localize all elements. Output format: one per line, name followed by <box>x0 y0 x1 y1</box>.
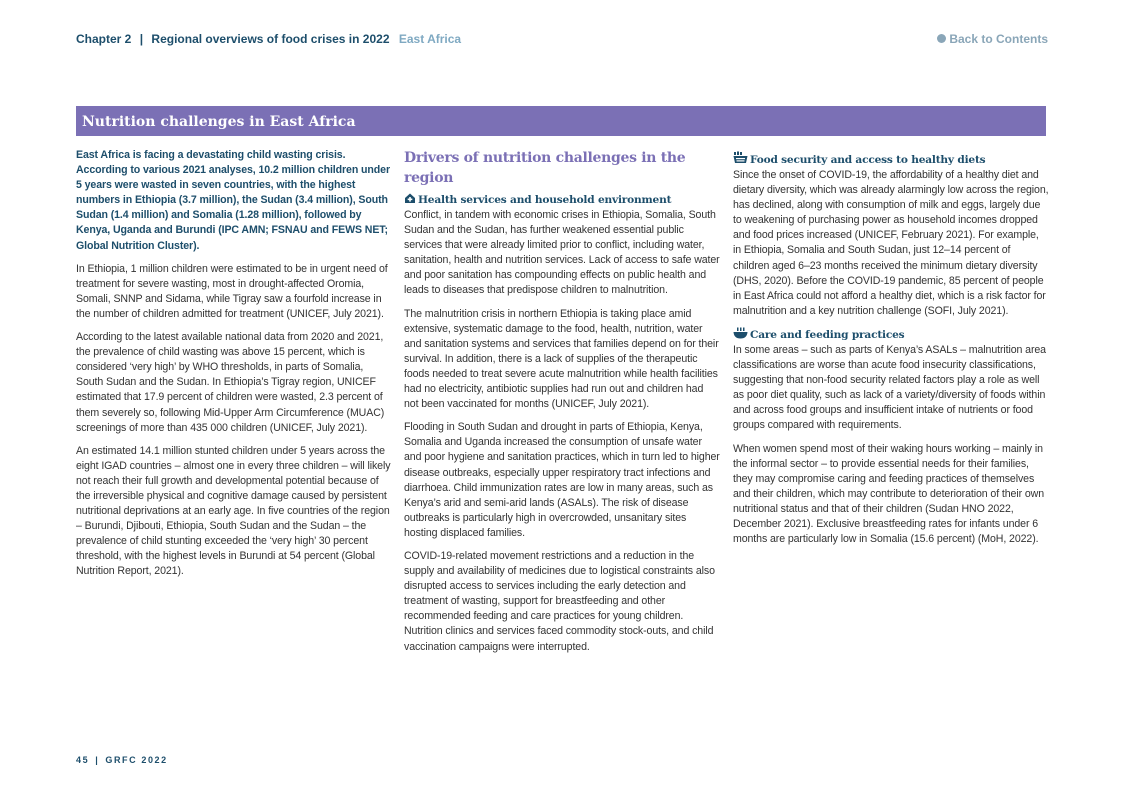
paragraph: According to the latest available national data from 2020 and 2021, the prevalence of child wasting was above 15 percent, which is considered ‘very high’ by WHO thresholds, in parts of Somalia, South Sudan and the Sudan. In Ethiopia’s Tigray region, UNICEF estimated that 17.9 percent of children were wasted, 2.3 percent of them severely so, following Mid-Upper Arm Circumference (MUAC) screenings of more than 435 000 children (UNICEF, July 2021). <box>76 331 385 434</box>
paragraph: When women spend most of their waking hours working – mainly in the informal sector – to provide essential needs for their families, they may compromise caring and feeding practices of themselves and their children, which may contribute to deterioration of their own nutritional status and that of their children (Sudan HNO 2022, December 2021). Exclusive breastfeeding rates for infants under 6 months are particularly low in Somalia (15.6 percent) (MoH, 2022). <box>733 442 1044 546</box>
region-label[interactable]: East Africa <box>398 32 462 46</box>
page-footer <box>76 755 168 765</box>
paragraph: In Ethiopia, 1 million children were estimated to be in urgent need of treatment for severe wasting, most in drought-affected Oromia, Somali, SNNP and Sidama, while Tigray saw a fourfold increase in the number of children admitted for treatment (UNICEF, July 2021). <box>76 262 388 320</box>
paragraph: An estimated 14.1 million stunted children under 5 years across the eight IGAD countries – almost one in every three children – will likely not reach their full growth and developmental potential because of the irreversible physical and cognitive damage caused by persistent nutritional deprivations at an early age. In five countries of the region – Burundi, Djibouti, Ethiopia, South Sudan and the Sudan – the prevalence of child stunting exceeded the ‘very high’ 30 percent threshold, with the highest levels in Burundi at 54 percent (Global Nutrition Report, 2021). <box>76 444 391 578</box>
paragraph: Since the onset of COVID-19, the affordability of a healthy diet and dietary diversity, which was already alarmingly low across the region, has declined, along with consumption of milk and eggs, largely due to weakening of purchasing power as household incomes dropped and food prices increased (UNICEF, February 2021). For example, in Ethiopia, Somalia and South Sudan, just 12–14 percent of children aged 6–23 months received the minimum dietary diversity (DHS, 2020). Before the COVID-19 pandemic, 85 percent of people in East Africa could not afford a healthy diet, which is a risk factor for malnutrition and a key nutrition challenge (SOFI, July 2021). <box>733 169 1049 317</box>
drivers-heading: Drivers of nutrition challenges in the region <box>404 150 686 186</box>
health-house-icon <box>404 192 416 204</box>
footer-separator: | <box>95 755 100 765</box>
paragraph: COVID-19-related movement restrictions and a reduction in the supply and availability of medicines due to logistical constraints also disrupted access to services including the early detection and treatment of wasting, support for breastfeeding and other recommended feeding and care practices for young children. Nutrition clinics and services faced commodity stock-outs, and child vaccination campaigns were interrupted. <box>404 549 715 653</box>
back-to-contents-link[interactable] <box>937 32 1048 46</box>
back-arrow-icon <box>937 34 946 43</box>
care-feeding-subheading: Care and feeding practices <box>733 327 1049 343</box>
column-right <box>733 148 1049 555</box>
column-left <box>76 148 392 588</box>
report-name: GRFC 2022 <box>105 755 168 765</box>
chapter-label[interactable]: Chapter 2 <box>76 32 132 46</box>
paragraph: The malnutrition crisis in northern Ethiopia is taking place amid extensive, systematic damage to the food, health, nutrition, water and sanitation systems and services that families depend on for their survival. In addition, there is a lack of supplies of the therapeutic foods needed to treat severe acute malnutrition while health facilities had no electricity, antibiotic supplies had run out and children had not been vaccinated for months (UNICEF, July 2021). <box>404 307 719 411</box>
food-basket-icon <box>733 151 748 164</box>
column-middle <box>404 148 720 663</box>
back-to-contents-label: Back to Contents <box>949 32 1048 46</box>
paragraph: In some areas – such as parts of Kenya’s ASALs – malnutrition area classifications are worse than acute food insecurity classifications, suggesting that non-food security related factors play a role as well as poor diet quality, such as lack of a variety/diversity of foods within and across food groups and insufficient intake of nutrients or food groups compared with requirements. <box>733 343 1046 432</box>
page-number: 45 <box>76 755 90 765</box>
page-header <box>76 32 1048 46</box>
paragraph: Flooding in South Sudan and drought in parts of Ethiopia, Kenya, Somalia and Uganda increased the consumption of unsafe water and poor hygiene and sanitation practices, which in turn led to higher disease outbreaks, especially upper respiratory tract infections and diarrhoea. Child immunization rates are low in many areas, such as Kenya’s arid and semi-arid lands (ASALs). The risk of disease outbreaks is particularly high in overcrowded, unsanitary sites hosting displaced families. <box>404 421 720 539</box>
header-separator: | <box>139 32 144 46</box>
feeding-bowl-icon <box>733 327 748 339</box>
section-banner: Nutrition challenges in East Africa <box>76 106 1046 136</box>
paragraph: Conflict, in tandem with economic crises in Ethiopia, Somalia, South Sudan and the Sudan, has further weakened essential public services that were already limited prior to conflict, including water, sanitation, health and nutrition services. Lack of access to safe water and poor sanitation has compounding effects on public health and leads to diseases that predispose children to malnutrition. <box>404 209 720 297</box>
lead-paragraph: East Africa is facing a devastating child wasting crisis. According to various 2021 analyses, 10.2 million children under 5 years were wasted in seven countries, with the highest numbers in Ethiopia (3.7 million), the Sudan (3.4 million), South Sudan (1.4 million) and Somalia (1.28 million), followed by Kenya, Uganda and Burundi (IPC AMN; FSNAU and FEWS NET; Global Nutrition Cluster). <box>76 149 390 252</box>
health-services-subheading: Health services and household environment <box>404 192 720 208</box>
section-label[interactable]: Regional overviews of food crises in 2022 <box>151 32 390 46</box>
food-security-subheading: Food security and access to healthy diets <box>733 151 1049 168</box>
